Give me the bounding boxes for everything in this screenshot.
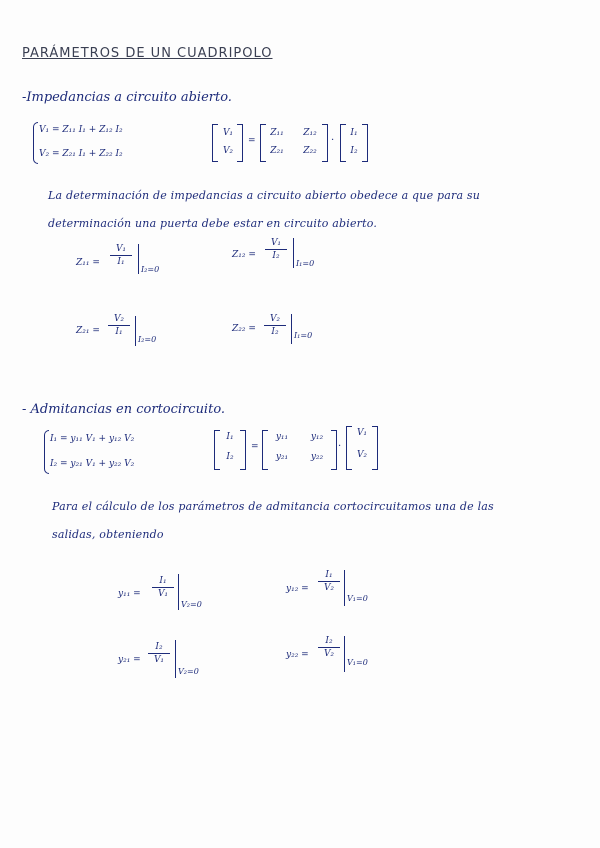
equals-sign: = — [248, 136, 256, 146]
multiply-dot: · — [331, 135, 335, 146]
matrix-i2: I₂ — [226, 452, 234, 462]
y11-denominator: V₁ — [157, 589, 169, 599]
y21-condition: V₂=0 — [178, 667, 199, 676]
matrix-bracket-right — [372, 426, 378, 470]
paragraph-admittance-line-1: Para el cálculo de los parámetros de admitancia cortocircuitamos una de las — [52, 500, 494, 513]
matrix-i1: I₁ — [226, 432, 234, 442]
y12-label: y₁₂ = — [286, 584, 309, 594]
y21-denominator: V₁ — [153, 655, 165, 665]
matrix-z22: Z₂₂ — [303, 146, 317, 156]
equation-brace — [33, 122, 38, 164]
y22-label: y₂₂ = — [286, 650, 309, 660]
matrix-y11: y₁₁ — [275, 432, 289, 442]
z12-label: Z₁₂ = — [232, 250, 256, 260]
fraction-bar — [108, 325, 130, 326]
y11-fraction — [152, 576, 174, 599]
fraction-bar — [110, 255, 132, 256]
y12-denominator: V₂ — [323, 583, 335, 593]
z22-label: Z₂₂ = — [232, 324, 256, 334]
z21-numerator: V₂ — [113, 314, 125, 324]
y22-fraction — [318, 636, 340, 659]
impedance-equation-2: V₂ = Z₂₁ I₁ + Z₂₂ I₂ — [39, 149, 123, 159]
z22-numerator: V₂ — [269, 314, 281, 324]
matrix-v2: V₂ — [356, 450, 368, 460]
z22-fraction — [264, 314, 286, 337]
section-heading-impedances: -Impedancias a circuito abierto. — [22, 90, 232, 105]
equals-sign: = — [251, 442, 259, 452]
z21-condition: I₂=0 — [138, 335, 157, 344]
y21-fraction — [148, 642, 170, 665]
matrix-bracket-right — [331, 430, 337, 470]
y22-denominator: V₂ — [323, 649, 335, 659]
admittance-equation-2: I₂ = y₂₁ V₁ + y₂₂ V₂ — [50, 459, 135, 469]
page-title: PARÁMETROS DE UN CUADRIPOLO — [22, 46, 273, 61]
z21-fraction — [108, 314, 130, 337]
z12-numerator: V₁ — [270, 238, 282, 248]
z12-denominator: I₂ — [272, 251, 280, 261]
matrix-z11: Z₁₁ — [270, 128, 284, 138]
y21-numerator: I₂ — [155, 642, 163, 652]
y11-label: y₁₁ = — [118, 589, 141, 599]
matrix-z21: Z₂₁ — [270, 146, 284, 156]
fraction-bar — [318, 647, 340, 648]
matrix-y12: y₁₂ — [310, 432, 324, 442]
evaluation-bar — [178, 574, 179, 610]
evaluation-bar — [291, 314, 292, 344]
matrix-i1: I₁ — [350, 128, 358, 138]
evaluation-bar — [344, 570, 345, 606]
z11-label: Z₁₁ = — [76, 258, 100, 268]
matrix-y22: y₂₂ — [310, 452, 324, 462]
matrix-y21: y₂₁ — [275, 452, 289, 462]
paragraph-admittance-line-2: salidas, obteniendo — [52, 528, 164, 541]
y21-label: y₂₁ = — [118, 655, 141, 665]
y12-numerator: I₁ — [325, 570, 333, 580]
fraction-bar — [148, 653, 170, 654]
z22-denominator: I₂ — [271, 327, 279, 337]
z11-denominator: I₁ — [117, 257, 125, 267]
evaluation-bar — [138, 244, 139, 274]
y22-numerator: I₂ — [325, 636, 333, 646]
z12-condition: I₁=0 — [296, 259, 315, 268]
fraction-bar — [265, 249, 287, 250]
matrix-bracket-right — [240, 430, 246, 470]
z12-fraction — [265, 238, 287, 261]
matrix-i2: I₂ — [350, 146, 358, 156]
z11-condition: I₂=0 — [141, 265, 160, 274]
paragraph-impedance-line-2: determinación una puerta debe estar en circuito abierto. — [48, 217, 378, 230]
fraction-bar — [152, 587, 174, 588]
evaluation-bar — [344, 636, 345, 672]
fraction-bar — [264, 325, 286, 326]
y12-condition: V₁=0 — [347, 594, 368, 603]
matrix-v1: V₁ — [356, 428, 368, 438]
z21-label: Z₂₁ = — [76, 326, 100, 336]
equation-brace — [44, 430, 49, 474]
section-heading-admittances: - Admitancias en cortocircuito. — [22, 402, 226, 417]
impedance-equation-1: V₁ = Z₁₁ I₁ + Z₁₂ I₂ — [39, 125, 123, 135]
z11-numerator: V₁ — [115, 244, 127, 254]
y22-condition: V₁=0 — [347, 658, 368, 667]
z22-condition: I₁=0 — [294, 331, 313, 340]
matrix-bracket-right — [362, 124, 368, 162]
fraction-bar — [318, 581, 340, 582]
matrix-v1: V₁ — [222, 128, 234, 138]
y11-condition: V₂=0 — [181, 600, 202, 609]
z11-fraction — [110, 244, 132, 267]
matrix-bracket-right — [237, 124, 243, 162]
evaluation-bar — [175, 640, 176, 678]
evaluation-bar — [135, 316, 136, 346]
matrix-v2: V₂ — [222, 146, 234, 156]
evaluation-bar — [293, 238, 294, 268]
matrix-bracket-left — [262, 430, 268, 470]
y11-numerator: I₁ — [159, 576, 167, 586]
y12-fraction — [318, 570, 340, 593]
multiply-dot: · — [338, 441, 342, 452]
matrix-bracket-right — [322, 124, 328, 162]
matrix-z12: Z₁₂ — [303, 128, 317, 138]
paragraph-impedance-line-1: La determinación de impedancias a circuito abierto obedece a que para su — [48, 189, 481, 202]
z21-denominator: I₁ — [115, 327, 123, 337]
admittance-equation-1: I₁ = y₁₁ V₁ + y₁₂ V₂ — [50, 434, 135, 444]
